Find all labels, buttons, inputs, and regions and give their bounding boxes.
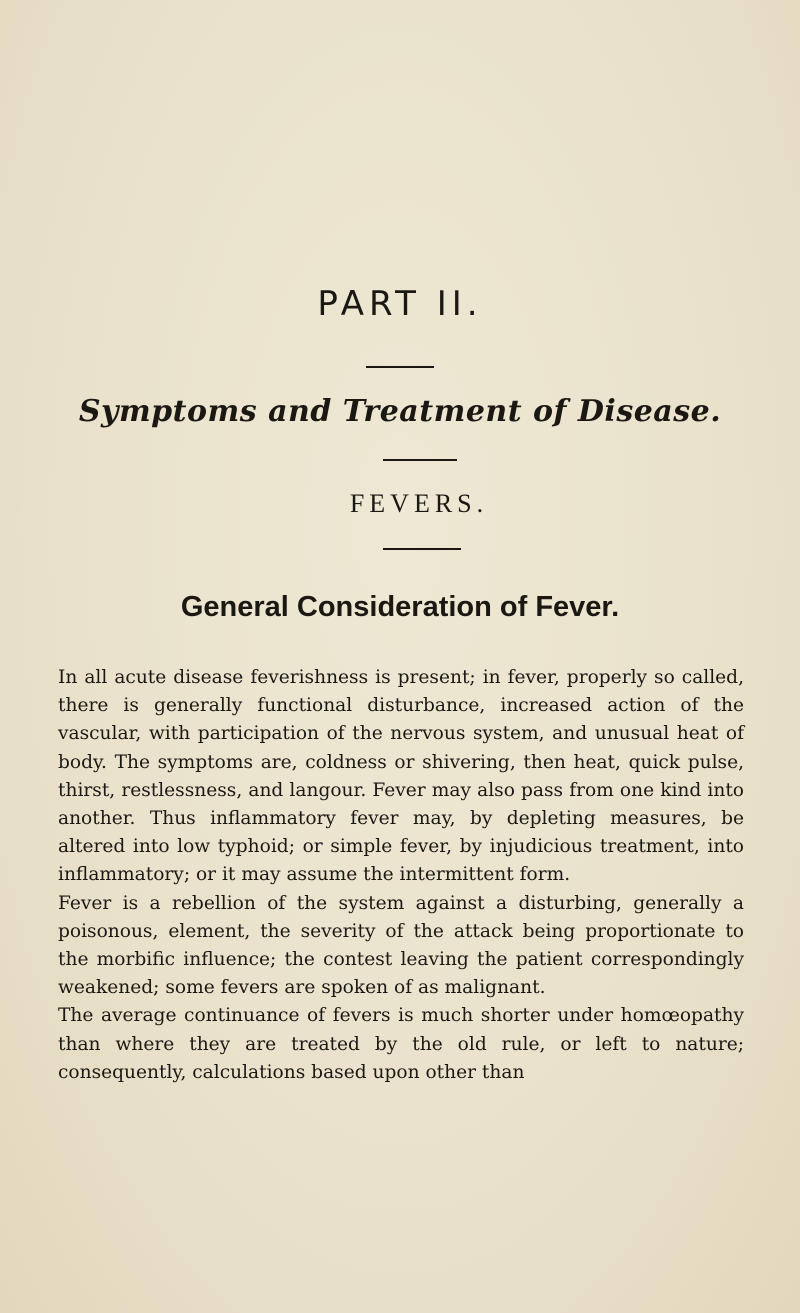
part-title: PART II. <box>317 284 483 324</box>
body-text <box>58 664 744 1087</box>
paragraph: Fever is a rebellion of the system against a disturbing, generally a poisonous, element, the severity of the attack being proportionate to the morbific influence; the contest leaving the patient correspondingly weakened; some fevers are spoken of as malignant. <box>58 892 744 999</box>
divider-rule <box>366 366 434 368</box>
divider-rule <box>383 548 461 550</box>
section-title: FEVERS. <box>349 489 489 518</box>
section-heading: General Consideration of Fever. <box>180 591 620 623</box>
divider-rule <box>383 459 457 461</box>
paragraph: In all acute disease feverishness is present; in fever, properly so called, there is generally functional disturbance, increased action of the vascular, with participation of the nervous system, and unusual heat of body. The symptoms are, coldness or shivering, then heat, quick pulse, thirst, restlessness, and langour. Fever may also pass from one kind into another. Thus inflammatory fever may, by depleting measures, be altered into low typhoid; or simple fever, by injudicious treatment, into inflammatory; or it may assume the intermittent form. <box>58 667 744 886</box>
chapter-subtitle: Symptoms and Treatment of Disease. <box>78 394 722 429</box>
paragraph: The average continuance of fevers is much shorter under homœopathy than where they are treated by the old rule, or left to nature; consequently, calculations based upon other than <box>58 1005 744 1083</box>
